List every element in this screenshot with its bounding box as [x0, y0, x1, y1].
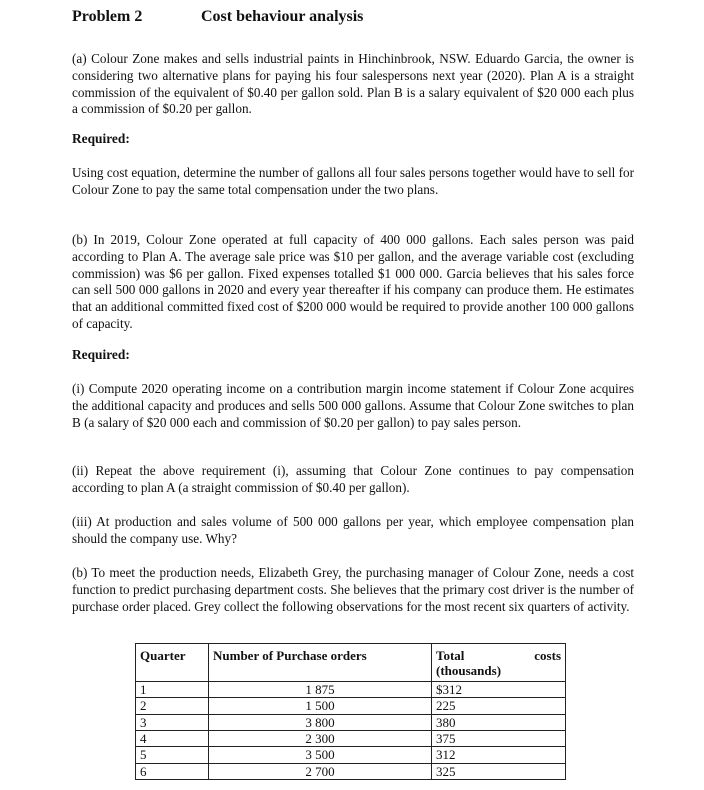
quarter-cell: 2 [136, 698, 209, 714]
header-quarter: Quarter [136, 644, 209, 682]
problem-title [72, 8, 363, 26]
total-cell: 375 [432, 731, 566, 747]
table-row [136, 681, 566, 697]
orders-cell: 3 500 [209, 747, 432, 763]
part-b-paragraph: (b) In 2019, Colour Zone operated at full capacity of 400 000 gallons. Each sales person was paid according to Plan A. The average sale price was $10 per gallon, and the average variable cost (excluding commission) was $6 per gallon. Fixed expenses totalled $1 000 000. Garcia believes that his sales force can sell 500 000 gallons in 2020 and every year thereafter if his company can produce them. He estimates that an additional committed fixed cost of $200 000 would be required to provide another 100 000 gallons of capacity. [72, 232, 634, 331]
problem-number: Problem 2 [72, 8, 143, 25]
part-b-requirement-iii: (iii) At production and sales volume of 500 000 gallons per year, which employee compensation plan should the company use. Why? [72, 514, 634, 546]
table-row [136, 763, 566, 779]
table-row [136, 698, 566, 714]
total-cell: $312 [432, 681, 566, 697]
orders-cell: 2 300 [209, 731, 432, 747]
part-a-required-label: Required: [72, 131, 130, 146]
total-cell: 380 [432, 714, 566, 730]
problem-topic: Cost behaviour analysis [201, 8, 364, 25]
part-b-required-label: Required: [72, 347, 130, 362]
header-total-word: Total [436, 648, 465, 663]
quarter-cell: 3 [136, 714, 209, 730]
purchase-orders-table [135, 643, 566, 780]
header-thousands: (thousands) [436, 663, 502, 679]
total-cell: 325 [432, 763, 566, 779]
part-b-requirement-ii: (ii) Repeat the above requirement (i), assuming that Colour Zone continues to pay compensation according to plan A (a straight commission of $0.40 per gallon). [72, 463, 634, 495]
header-costs-word: costs [534, 648, 561, 663]
table-header-row [136, 644, 566, 682]
table-row [136, 731, 566, 747]
part-a-paragraph: (a) Colour Zone makes and sells industrial paints in Hinchinbrook, NSW. Eduardo Garcia, the owner is considering two alternative plans for paying his four salespersons next year (2020). Plan A is a straight commission of the equivalent of $0.40 per gallon sold. Plan B is a salary equivalent of $20 000 each plus a commission of $0.20 per gallon. [72, 51, 634, 117]
orders-cell: 1 500 [209, 698, 432, 714]
table-row [136, 714, 566, 730]
quarter-cell: 1 [136, 681, 209, 697]
header-total-line [436, 648, 561, 663]
part-c-paragraph: (b) To meet the production needs, Elizabeth Grey, the purchasing manager of Colour Zone, needs a cost function to predict purchasing department costs. She believes that the primary cost driver is the number of purchase order placed. Grey collect the following observations for the most recent six quarters of activity. [72, 565, 634, 614]
quarter-cell: 4 [136, 731, 209, 747]
table-row [136, 747, 566, 763]
part-a-required-text: Using cost equation, determine the number of gallons all four sales persons together would have to sell for Colour Zone to pay the same total compensation under the two plans. [72, 165, 634, 197]
total-cell: 312 [432, 747, 566, 763]
header-purchase-orders: Number of Purchase orders [209, 644, 432, 682]
header-total-costs [432, 644, 566, 682]
orders-cell: 2 700 [209, 763, 432, 779]
quarter-cell: 6 [136, 763, 209, 779]
orders-cell: 3 800 [209, 714, 432, 730]
part-b-requirement-i: (i) Compute 2020 operating income on a contribution margin income statement if Colour Zone acquires the additional capacity and produces and sells 500 000 gallons. Assume that Colour Zone switches to plan B (a salary of $20 000 each and commission of $0.20 per gallon) to pay sales person. [72, 381, 634, 430]
quarter-cell: 5 [136, 747, 209, 763]
total-cell: 225 [432, 698, 566, 714]
orders-cell: 1 875 [209, 681, 432, 697]
